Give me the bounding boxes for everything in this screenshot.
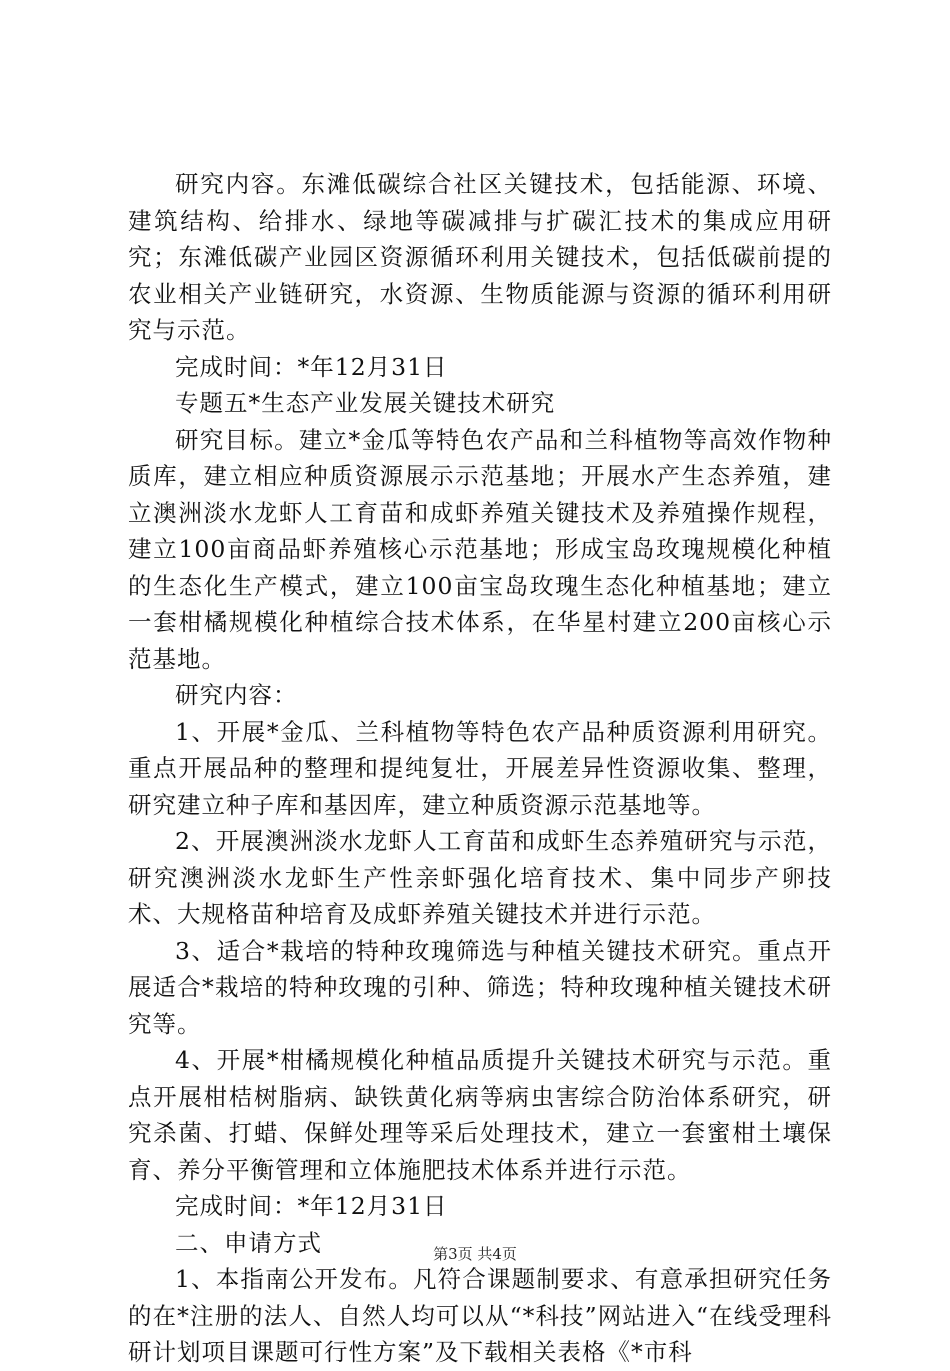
- list-item-4: 4、开展*柑橘规模化种植品质提升关键技术研究与示范。重点开展柑桔树脂病、缺铁黄化病等病虫害综合防治体系研究，研究杀菌、打蜡、保鲜处理等采后处理技术，建立一套蜜柑土壤保育、养分平衡管理和立体施肥技术体系并进行示范。: [128, 1046, 832, 1184]
- paragraph-research-content-1: 研究内容。东滩低碳综合社区关键技术，包括能源、环境、建筑结构、给排水、绿地等碳减排与扩碳汇技术的集成应用研究；东滩低碳产业园区资源循环利用关键技术，包括低碳前提的农业相关产业链研究，水资源、生物质能源与资源的循环利用研究与示范。: [128, 170, 832, 344]
- list-item-2: 2、开展澳洲淡水龙虾人工育苗和成虾生态养殖研究与示范，研究澳洲淡水龙虾生产性亲虾强化培育技术、集中同步产卵技术、大规格苗种培育及成虾养殖关键技术并进行示范。: [128, 827, 832, 928]
- paragraph-research-goal: 研究目标。建立*金瓜等特色农产品和兰科植物等高效作物种质库，建立相应种质资源展示示范基地；开展水产生态养殖，建立澳洲淡水龙虾人工育苗和成虾养殖关键技术及养殖操作规程，建立100亩商品虾养殖核心示范基地；形成宝岛玫瑰规模化种植的生态化生产模式，建立100亩宝岛玫瑰生态化种植基地；建立一套柑橘规模化种植综合技术体系，在华星村建立200亩核心示范基地。: [128, 425, 832, 673]
- document-body: [128, 166, 832, 1371]
- list-item-3: 3、适合*栽培的特种玫瑰筛选与种植关键技术研究。重点开展适合*栽培的特种玫瑰的引种、筛选；特种玫瑰种植关键技术研究等。: [128, 936, 832, 1038]
- paragraph-completion-time-1: 完成时间：*年12月31日: [175, 352, 448, 381]
- section-heading-application: 二、申请方式: [175, 1228, 322, 1257]
- paragraph-research-content-label: 研究内容：: [175, 681, 298, 709]
- paragraph-completion-time-2: 完成时间：*年12月31日: [175, 1192, 448, 1220]
- section-heading-topic-5: 专题五*生态产业发展关键技术研究: [175, 389, 556, 417]
- paragraph-application-1: 1、本指南公开发布。凡符合课题制要求、有意承担研究任务的在*注册的法人、自然人均可以从“*科技”网站进入“在线受理科研计划项目课题可行性方案”及下载相关表格《*市科: [128, 1265, 832, 1366]
- page-footer: 第3页 共4页: [433, 1245, 517, 1263]
- list-item-1: 1、开展*金瓜、兰科植物等特色农产品种质资源利用研究。重点开展品种的整理和提纯复壮，开展差异性资源收集、整理，研究建立种子库和基因库，建立种质资源示范基地等。: [128, 717, 832, 819]
